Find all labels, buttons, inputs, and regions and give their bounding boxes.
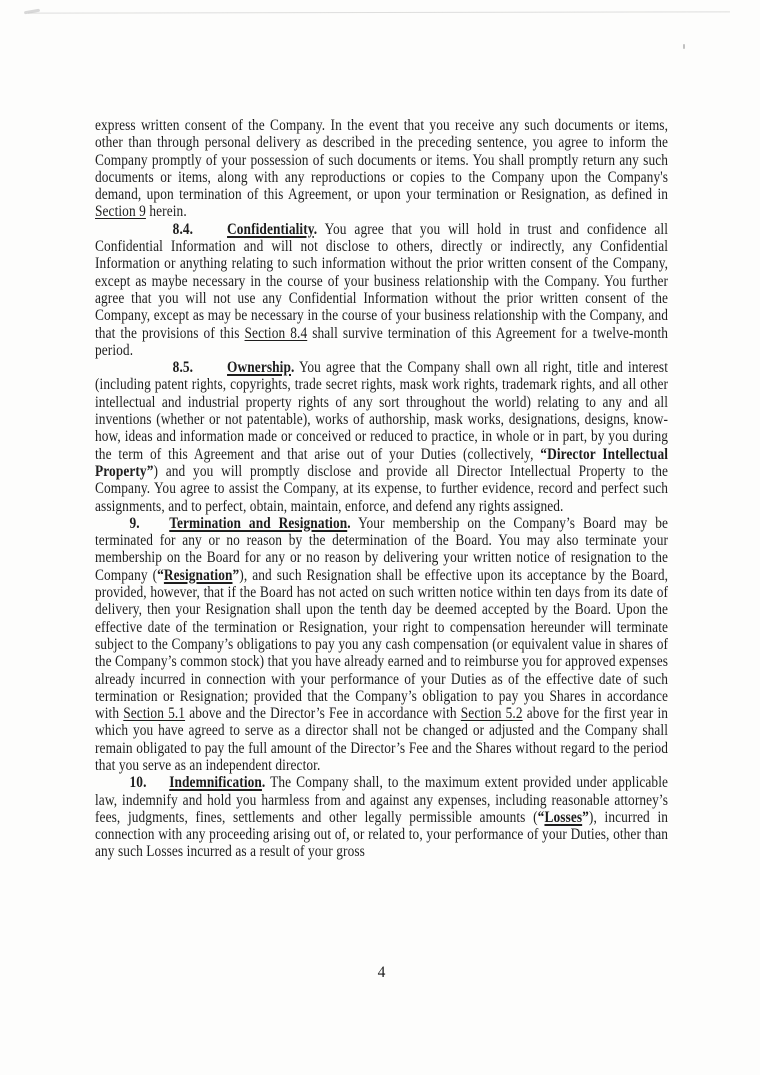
scan-artifact-line <box>28 11 730 13</box>
defined-term-resignation: Resignation <box>163 566 233 584</box>
section-10-heading-period: . <box>261 774 266 792</box>
resignation-quote-open: “ <box>157 566 164 584</box>
section-10-body: The Company shall, to the maximum extent provided under applicable law, indemnify and hold you harmless from and against any expenses, including reasonable attorney’s fees, judgments, fines, settlements and other legally permissible amounts ( <box>95 774 669 826</box>
section-8-5-heading: Ownership <box>227 359 291 377</box>
section-8-4-reference: Section 8.4 <box>244 324 308 342</box>
section-5-2-reference: Section 5.2 <box>460 705 523 723</box>
section-9-number: 9. <box>129 514 140 532</box>
section-9-termination-and-resignation <box>95 515 668 774</box>
page-number: 4 <box>377 964 386 981</box>
section-9-body-2: ), and such Resignation shall be effective upon its acceptance by the Board, provided, however, that if the Board has not acted on such written notice within ten days from its date of delivery, then your Resignation shall upon the tenth day be deemed accepted by the Board. Upon the effective date of the termination or Resignation, your right to compensation hereunder will terminate subject to the Company’s obligations to pay you any cash compensation (or equivalent value in shares of the Company’s common stock) that you have already earned and to reimburse you for approved expenses already incurred in connection with your performance of your Duties as of the effective date of such termination or Resignation; provided that the Company’s obligation to pay you Shares in accordance with <box>95 566 669 723</box>
section-8-5-body: You agree that the Company shall own all right, title and interest (including patent rights, copyrights, trade secret rights, mask work rights, trademark rights, and all other intellectual and industrial property rights of any sort throughout the world) relating to any and all inventions (whether or not patentable), works of authorship, mask works, designations, designs, know-how, ideas and information made or conceived or reduced to practice, in whole or in part, by you during the term of this Agreement and that arise out of your Duties (collectively, <box>95 359 669 463</box>
section-10-indemnification <box>95 774 668 860</box>
section-9-body-end: above for the first year in which you have agreed to serve as a director shall not be changed or adjusted and the Company shall remain obligated to pay the full amount of the Director’s Fee and the Shares without regard to the period that you serve as an independent director. <box>95 705 669 774</box>
section-5-1-reference: Section 5.1 <box>123 705 186 723</box>
section-8-5-heading-period: . <box>290 359 295 377</box>
section-9-body-3: above and the Director’s Fee in accordance with <box>185 705 461 723</box>
losses-quote-close: ” <box>582 808 589 826</box>
defined-term-director-intellectual-property: “Director Intellectual Property” <box>95 445 669 480</box>
section-10-heading: Indemnification <box>169 774 262 792</box>
section-10-body-end: ), incurred in connection with any proceeding arising out of, or related to, your performance of your Duties, other than any such Losses incurred as a result of your gross <box>95 808 669 861</box>
section-8-4-heading-period: . <box>313 220 318 238</box>
section-9-heading: Termination and Resignation <box>169 514 348 532</box>
section-8-4-number: 8.4. <box>172 220 194 238</box>
section-10-number: 10. <box>129 774 147 792</box>
intro-text: express written consent of the Company. In the event that you receive any such documents or items, other than through personal delivery as described in the preceding sentence, you agree to inform the Company promptly of your possession of such documents or items. You shall promptly return any such documents or items, along with any reproductions or copies to the Company upon the Company's demand, upon termination of this Agreement, or upon your termination or Resignation, as defined in <box>95 117 669 204</box>
section-8-4-body-end: shall survive termination of this Agreement for a twelve-month period. <box>95 324 669 359</box>
section-8-4-body: You agree that you will hold in trust and confidence all Confidential Information and will not disclose to others, directly or indirectly, any Confidential Information or anything relating to such information without the prior written consent of the Company, except as maybe necessary in the course of your business relationship with the Company. You further agree that you will not use any Confidential Information without the prior written consent of the Company, except as may be necessary in the course of your business relationship with the Company, and that the provisions of this <box>95 220 669 342</box>
section-9-reference: Section 9 <box>95 203 146 221</box>
losses-quote-open: “ <box>537 808 545 826</box>
section-8-5-number: 8.5. <box>172 359 194 377</box>
resignation-quote-close: ” <box>232 566 240 584</box>
section-8-4-heading: Confidentiality <box>227 220 314 238</box>
defined-term-losses: Losses <box>544 808 583 826</box>
intro-text-end: herein. <box>145 203 187 221</box>
paragraph-intro-continuation <box>95 117 668 221</box>
scan-artifact-speck <box>683 44 685 49</box>
section-8-4-confidentiality <box>95 221 668 359</box>
section-9-body: Your membership on the Company’s Board may be terminated for any or no reason by the determination of the Board. You may also terminate your membership on the Board for any or no reason by delivering your written notice of resignation to the Company ( <box>95 514 669 584</box>
section-8-5-body-end: ) and you will promptly disclose and provide all Director Intellectual Property to the Company. You agree to assist the Company, at its expense, to further evidence, record and perfect such assignments, and to perfect, obtain, maintain, enforce, and defend any rights assigned. <box>95 462 669 515</box>
section-8-5-ownership <box>95 359 668 515</box>
document-body <box>95 117 668 861</box>
section-9-heading-period: . <box>347 514 351 532</box>
